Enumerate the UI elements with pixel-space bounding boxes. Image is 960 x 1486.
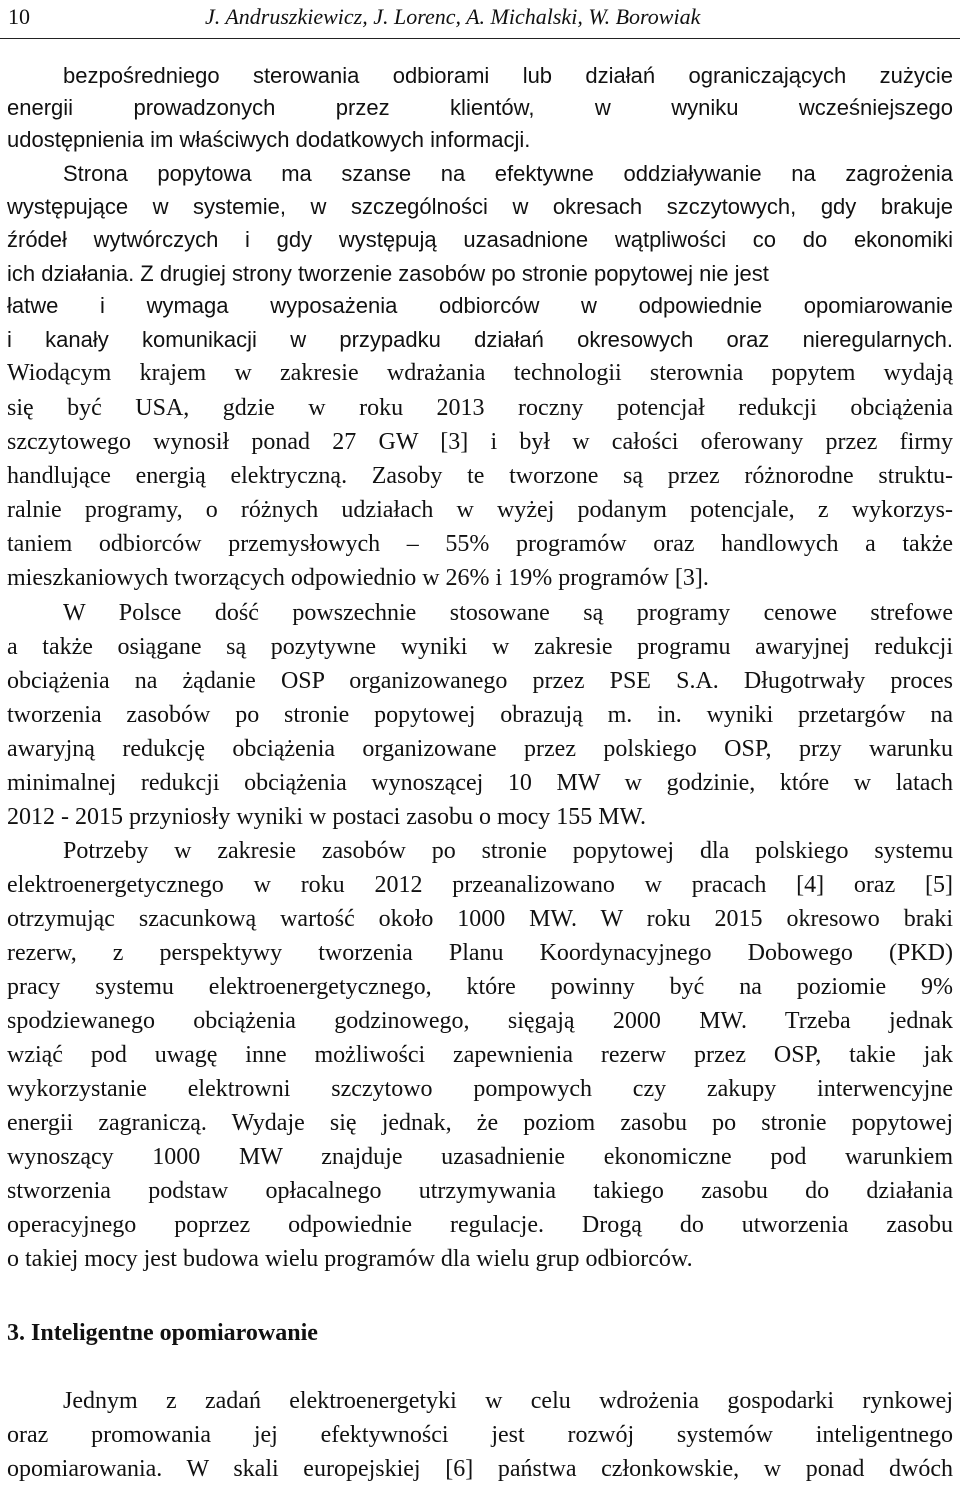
text-line: się być USA, gdzie w roku 2013 roczny potencjał redukcji obciążenia: [7, 395, 953, 421]
text-line: ich działania. Z drugiej strony tworzenie zasobów po stronie popytowej nie jest: [7, 261, 769, 286]
text-line: otrzymując szacunkową wartość około 1000 MW. W roku 2015 okresowo braki: [7, 906, 953, 932]
section-heading: 3. Inteligentne opomiarowanie: [7, 1320, 318, 1346]
text-line: tworzenia zasobów po stronie popytowej obrazują m. in. wyniki przetargów na: [7, 702, 953, 728]
page-number: 10: [8, 4, 30, 29]
text-line: źródeł wytwórczych i gdy występują uzasadnione wątpliwości co do ekonomiki: [7, 227, 953, 252]
text-line: elektroenergetycznego w roku 2012 przeanalizowano w pracach [4] oraz [5]: [7, 872, 953, 898]
text-line: Potrzeby w zakresie zasobów po stronie popytowej dla polskiego systemu: [63, 838, 953, 864]
text-line: łatwe i wymaga wyposażenia odbiorców w odpowiednie opomiarowanie: [7, 293, 953, 318]
text-line: pracy systemu elektroenergetycznego, które powinny być na poziomie 9%: [7, 974, 953, 1000]
text-line: wykorzystanie elektrowni szczytowo pompowych czy zakupy interwencyjne: [7, 1076, 953, 1102]
text-line: a także osiągane są pozytywne wyniki w zakresie programu awaryjnej redukcji: [7, 634, 953, 660]
text-line: Jednym z zadań elektroenergetyki w celu wdrożenia gospodarki rynkowej: [63, 1388, 953, 1414]
text-line: minimalnej redukcji obciążenia wynoszącej 10 MW w godzinie, które w latach: [7, 770, 953, 796]
text-line: bezpośredniego sterowania odbiorami lub działań ograniczających zużycie: [63, 63, 953, 88]
text-line: taniem odbiorców przemysłowych – 55% programów oraz handlowych a także: [7, 531, 953, 557]
text-line: Wiodącym krajem w zakresie wdrażania technologii sterownia popytem wydają: [7, 360, 953, 386]
text-line: udostępnienia im właściwych dodatkowych informacji.: [7, 127, 531, 152]
text-line: o takiej mocy jest budowa wielu programów dla wielu grup odbiorców.: [7, 1246, 693, 1272]
text-line: obciążenia na żądanie OSP organizowanego przez PSE S.A. Długotrwały proces: [7, 668, 953, 694]
text-line: oraz promowania jej efektywności jest rozwój systemów inteligentnego: [7, 1422, 953, 1448]
text-line: szczytowego wynosił ponad 27 GW [3] i był w całości oferowany przez firmy: [7, 429, 953, 455]
text-line: handlujące energią elektryczną. Zasoby te tworzone są przez różnorodne struktu-: [7, 463, 953, 489]
text-line: spodziewanego obciążenia godzinowego, sięgają 2000 MW. Trzeba jednak: [7, 1008, 953, 1034]
text-line: energii zagraniczą. Wydaje się jednak, że poziom zasobu po stronie popytowej: [7, 1110, 953, 1136]
text-line: Strona popytowa ma szanse na efektywne oddziaływanie na zagrożenia: [63, 161, 953, 186]
text-line: W Polsce dość powszechnie stosowane są programy cenowe strefowe: [63, 600, 953, 626]
text-line: i kanały komunikacji w przypadku działań okresowych oraz nieregularnych.: [7, 327, 953, 352]
text-line: występujące w systemie, w szczególności w okresach szczytowych, gdy brakuje: [7, 194, 953, 219]
text-line: stworzenia podstaw opłacalnego utrzymywania takiego zasobu do działania: [7, 1178, 953, 1204]
running-title: J. Andruszkiewicz, J. Lorenc, A. Michalski, W. Borowiak: [205, 4, 701, 29]
text-line: awaryjną redukcję obciążenia organizowane przez polskiego OSP, przy warunku: [7, 736, 953, 762]
text-line: mieszkaniowych tworzących odpowiednio w 26% i 19% programów [3].: [7, 565, 709, 591]
text-line: rezerw, z perspektywy tworzenia Planu Koordynacyjnego Dobowego (PKD): [7, 940, 953, 966]
text-line: wynoszący 1000 MW znajduje uzasadnienie ekonomiczne pod warunkiem: [7, 1144, 953, 1170]
text-line: 2012 - 2015 przyniosły wyniki w postaci zasobu o mocy 155 MW.: [7, 804, 647, 830]
text-line: opomiarowania. W skali europejskiej [6] państwa członkowskie, w ponad dwóch: [7, 1456, 953, 1482]
text-line: ralnie programy, o różnych udziałach w wyżej podanym potencjale, z wykorzys-: [7, 497, 953, 523]
text-line: operacyjnego poprzez odpowiednie regulacje. Drogą do utworzenia zasobu: [7, 1212, 953, 1238]
text-line: wziąć pod uwagę inne możliwości zapewnienia rezerw przez OSP, takie jak: [7, 1042, 953, 1068]
text-line: energii prowadzonych przez klientów, w wyniku wcześniejszego: [7, 95, 953, 120]
running-header: [0, 0, 960, 39]
